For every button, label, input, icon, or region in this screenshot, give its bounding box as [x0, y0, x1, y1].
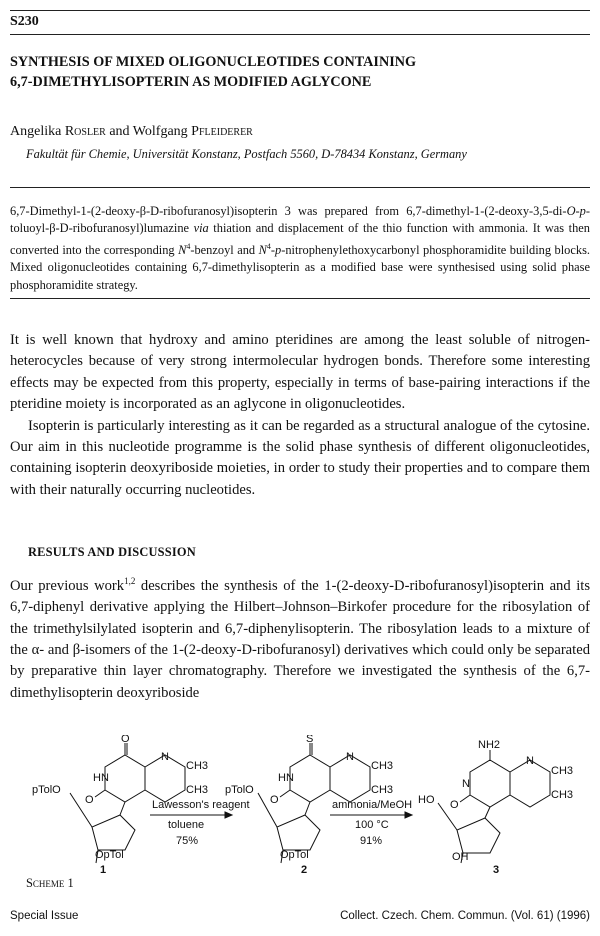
abstract-text: thiation and displacement of the thio function with ammonia. It was then converted into the corresponding — [10, 221, 590, 257]
scheme-label: Scheme 1 — [26, 876, 74, 890]
article-title — [10, 52, 590, 92]
abstract-text: -nitrophenylethoxycarbonyl phosphoramidite building blocks. Mixed oligonucleotides containing 6,7-dimethylisopterin as a modified base were synthesised using solid phase phosphoramidite strategy. — [10, 242, 590, 292]
abstract-text: 6,7-Dimethyl-1-(2-deoxy-β- — [10, 204, 151, 218]
abstract-text: D — [150, 204, 160, 218]
methyl-label: CH3 — [371, 784, 394, 796]
optol-label: OpTol — [280, 849, 309, 861]
page-code: S230 — [10, 14, 39, 29]
step2-reagent: ammonia/MeOH — [332, 799, 413, 811]
hydroxy-label: HO — [418, 794, 435, 806]
abstract — [10, 203, 590, 294]
abstract-text: - — [575, 204, 580, 218]
oxygen-label: O — [121, 735, 130, 745]
hn-label: HN — [278, 772, 294, 784]
abstract-text: 4 — [266, 241, 271, 251]
results-text-run: -ribofuranosyl)isopterin and its 6,7-diphenyl derivative applying the Hilbert–Johnson–Birkofer procedure for the ribosylation of the trimethylsilylated isopterin and 6,7-diphenylisopterin. The ribosylation leads to a mixture of the α- and β-isomers of the 1-(2-deoxy- — [10, 577, 590, 659]
amino-label: NH2 — [478, 739, 501, 751]
abstract-bottom-rule — [10, 298, 590, 299]
results-text-run: D — [394, 577, 405, 594]
author-1-family: Rosler — [64, 124, 106, 139]
step1-solvent: toluene — [168, 819, 205, 831]
methyl-label: CH3 — [551, 765, 574, 777]
body-paragraph: It is well known that hydroxy and amino pteridines are among the least soluble of nitrogen-heterocycles because of very strong intermolecular hydrogen bonds. Therefore some interesting effects may be expected from this property, especially in terms of base-pairing interactions if the pteridine moiety is incorporated as an aglycone in oligonucleotides. — [10, 332, 590, 413]
results-text-run: describes the synthesis of the 1-(2-deoxy- — [135, 577, 395, 594]
affiliation: Fakultät für Chemie, Universität Konstanz, Postfach 5560, D-78434 Konstanz, Germany — [26, 147, 467, 161]
compound-number: 1 — [100, 864, 107, 875]
abstract-text: N — [178, 242, 187, 257]
abstract-text: p — [274, 242, 282, 257]
abstract-text: p — [579, 204, 586, 218]
abstract-text: -toluoyl-β- — [10, 204, 590, 236]
nitrogen-label: N — [462, 778, 470, 790]
footer-right: Collect. Czech. Chem. Commun. (Vol. 61) (1996) — [340, 910, 590, 922]
sulfur-label: S — [306, 735, 314, 745]
compound-number: 2 — [301, 864, 308, 875]
abstract-text: 4 — [186, 241, 191, 251]
step2-yield: 91% — [360, 835, 383, 847]
results-text-run: -ribofuranosyl) derivatives which could only be separated by preparative thin layer chromatography. Therefore we investigated the synthesis of the 6,7-dimethylisopterin deoxyriboside — [10, 642, 590, 701]
oxygen-label: O — [270, 794, 279, 806]
author-2-family: Pfleiderer — [191, 124, 253, 139]
abstract-text: N — [258, 242, 267, 257]
ptolo-label: pTolO — [32, 784, 61, 796]
author-line — [10, 124, 253, 140]
abstract-text: - — [270, 242, 275, 257]
oxygen-label: O — [450, 799, 459, 811]
abstract-text: -ribofuranosyl)lumazine — [68, 221, 194, 236]
compound-number: 3 — [493, 864, 500, 875]
optol-label: OpTol — [95, 849, 124, 861]
hn-label: HN — [93, 772, 109, 784]
step2-temperature: 100 °C — [355, 819, 389, 831]
step1-yield: 75% — [176, 835, 199, 847]
section-heading: RESULTS AND DISCUSSION — [28, 545, 196, 559]
body-paragraph — [10, 571, 590, 704]
oxygen-label: O — [85, 794, 94, 806]
results-text-run: D — [241, 642, 253, 659]
abstract-text: D — [59, 221, 69, 236]
abstract-text: via — [193, 221, 209, 236]
title-line-2: 6,7-DIMETHYLISOPTERIN AS MODIFIED AGLYCONE — [10, 74, 372, 90]
footer-left: Special Issue — [10, 910, 79, 922]
methyl-label: CH3 — [186, 760, 209, 772]
methyl-label: CH3 — [551, 789, 574, 801]
author-1-given: Angelika — [10, 124, 65, 139]
nitrogen-label: N — [526, 755, 534, 767]
nitrogen-label: N — [346, 751, 354, 763]
results-text — [10, 571, 590, 704]
ptolo-label: pTolO — [225, 784, 254, 796]
introduction — [10, 330, 590, 501]
abstract-text: O — [566, 204, 576, 218]
nitrogen-label: N — [161, 751, 169, 763]
citation-superscript: 1,2 — [124, 576, 136, 586]
title-line-1: SYNTHESIS OF MIXED OLIGONUCLEOTIDES CONTAINING — [10, 54, 416, 70]
body-paragraph: Isopterin is particularly interesting as it can be regarded as a structural analogue of the cytosine. Our aim in this nucleotide programme is the solid phase synthesis of different oligonucleotides, containing isopterin deoxyriboside moieties, in order to study their properties and to compare them with their naturally occurring nucleotides. — [10, 417, 590, 498]
methyl-label: CH3 — [371, 760, 394, 772]
results-text-run: Our previous work — [10, 577, 125, 594]
abstract-top-rule — [10, 187, 590, 188]
header-rule — [10, 34, 590, 35]
abstract-text: -ribofuranosyl)isopterin 3 was prepared from 6,7-dimethyl-1-(2-deoxy-3,5-di- — [159, 204, 567, 218]
abstract-text: -benzoyl and — [190, 242, 259, 257]
step1-reagent: Lawesson's reagent — [152, 799, 250, 811]
methyl-label: CH3 — [186, 784, 209, 796]
author-connector: and Wolfgang — [105, 124, 192, 139]
hydroxy-label: OH — [452, 851, 469, 863]
top-rule — [10, 10, 590, 11]
reaction-scheme — [0, 735, 600, 875]
